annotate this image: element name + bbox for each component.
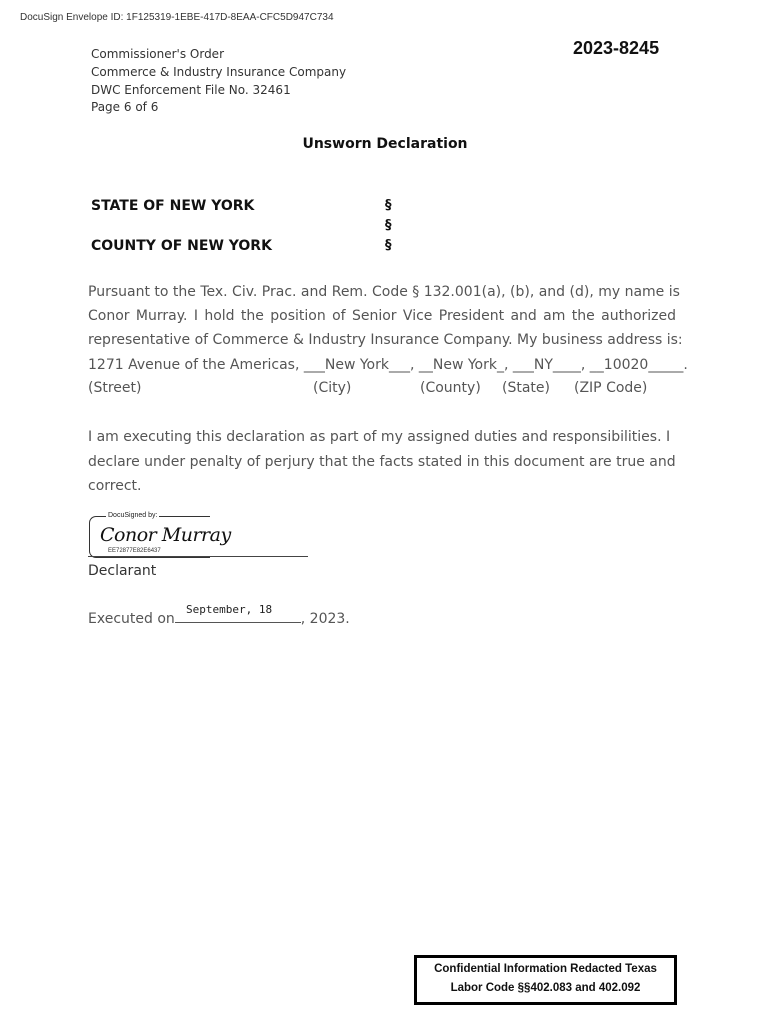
header-company-name: Commerce & Industry Insurance Company bbox=[91, 65, 347, 79]
declaration-paragraph bbox=[88, 280, 688, 377]
execution-date-field: September, 18 bbox=[186, 603, 273, 616]
paragraph-line: correct. bbox=[88, 478, 142, 494]
paragraph-line: Conor Murray. I hold the position of Senior Vice President and am the authorized bbox=[88, 308, 676, 325]
header-page-number: Page 6 of 6 bbox=[91, 100, 159, 114]
execution-year: , 2023. bbox=[300, 611, 350, 627]
order-number: 2023-8245 bbox=[573, 38, 660, 58]
executed-on-label: Executed on bbox=[88, 611, 175, 627]
signature-id: EE72877E82E6437 bbox=[108, 548, 161, 554]
docusign-signed-by-label: DocuSigned by: bbox=[108, 512, 158, 519]
declarant-label: Declarant bbox=[88, 563, 157, 579]
county-label: (County) bbox=[420, 380, 481, 396]
paragraph-line: Pursuant to the Tex. Civ. Prac. and Rem. Code § 132.001(a), (b), and (d), my name is bbox=[88, 284, 680, 300]
signature-line bbox=[88, 556, 308, 557]
zip-label: (ZIP Code) bbox=[574, 380, 648, 396]
paragraph-line: declare under penalty of perjury that the facts stated in this document are true and bbox=[88, 453, 676, 470]
section-mark: § bbox=[385, 218, 392, 233]
city-label: (City) bbox=[313, 380, 352, 396]
state-label: (State) bbox=[502, 380, 550, 396]
document-title: Unsworn Declaration bbox=[302, 136, 468, 152]
section-mark: § bbox=[385, 238, 392, 253]
handwritten-signature: Conor Murray bbox=[100, 524, 231, 546]
venue-state: STATE OF NEW YORK bbox=[91, 198, 255, 214]
paragraph-line: representative of Commerce & Industry Insurance Company. My business address is: bbox=[88, 332, 683, 349]
paragraph-line: I am executing this declaration as part of my assigned duties and responsibilities. I bbox=[88, 429, 671, 445]
docusign-envelope-id: DocuSign Envelope ID: 1F125319-1EBE-417D-8EAA-CFC5D947C734 bbox=[20, 12, 334, 23]
header-order-title: Commissioner's Order bbox=[91, 47, 225, 61]
penalty-paragraph bbox=[88, 425, 676, 499]
venue-county: COUNTY OF NEW YORK bbox=[91, 238, 272, 254]
confidential-notice-box: Confidential Information Redacted Texas Labor Code §§402.083 and 402.092 bbox=[414, 955, 677, 1005]
header-file-number: DWC Enforcement File No. 32461 bbox=[91, 83, 291, 97]
section-mark: § bbox=[385, 198, 392, 213]
address-line: 1271 Avenue of the Americas, ___New York___, __New York_, ___NY____, __10020_____. bbox=[88, 356, 688, 373]
street-label: (Street) bbox=[88, 380, 142, 396]
